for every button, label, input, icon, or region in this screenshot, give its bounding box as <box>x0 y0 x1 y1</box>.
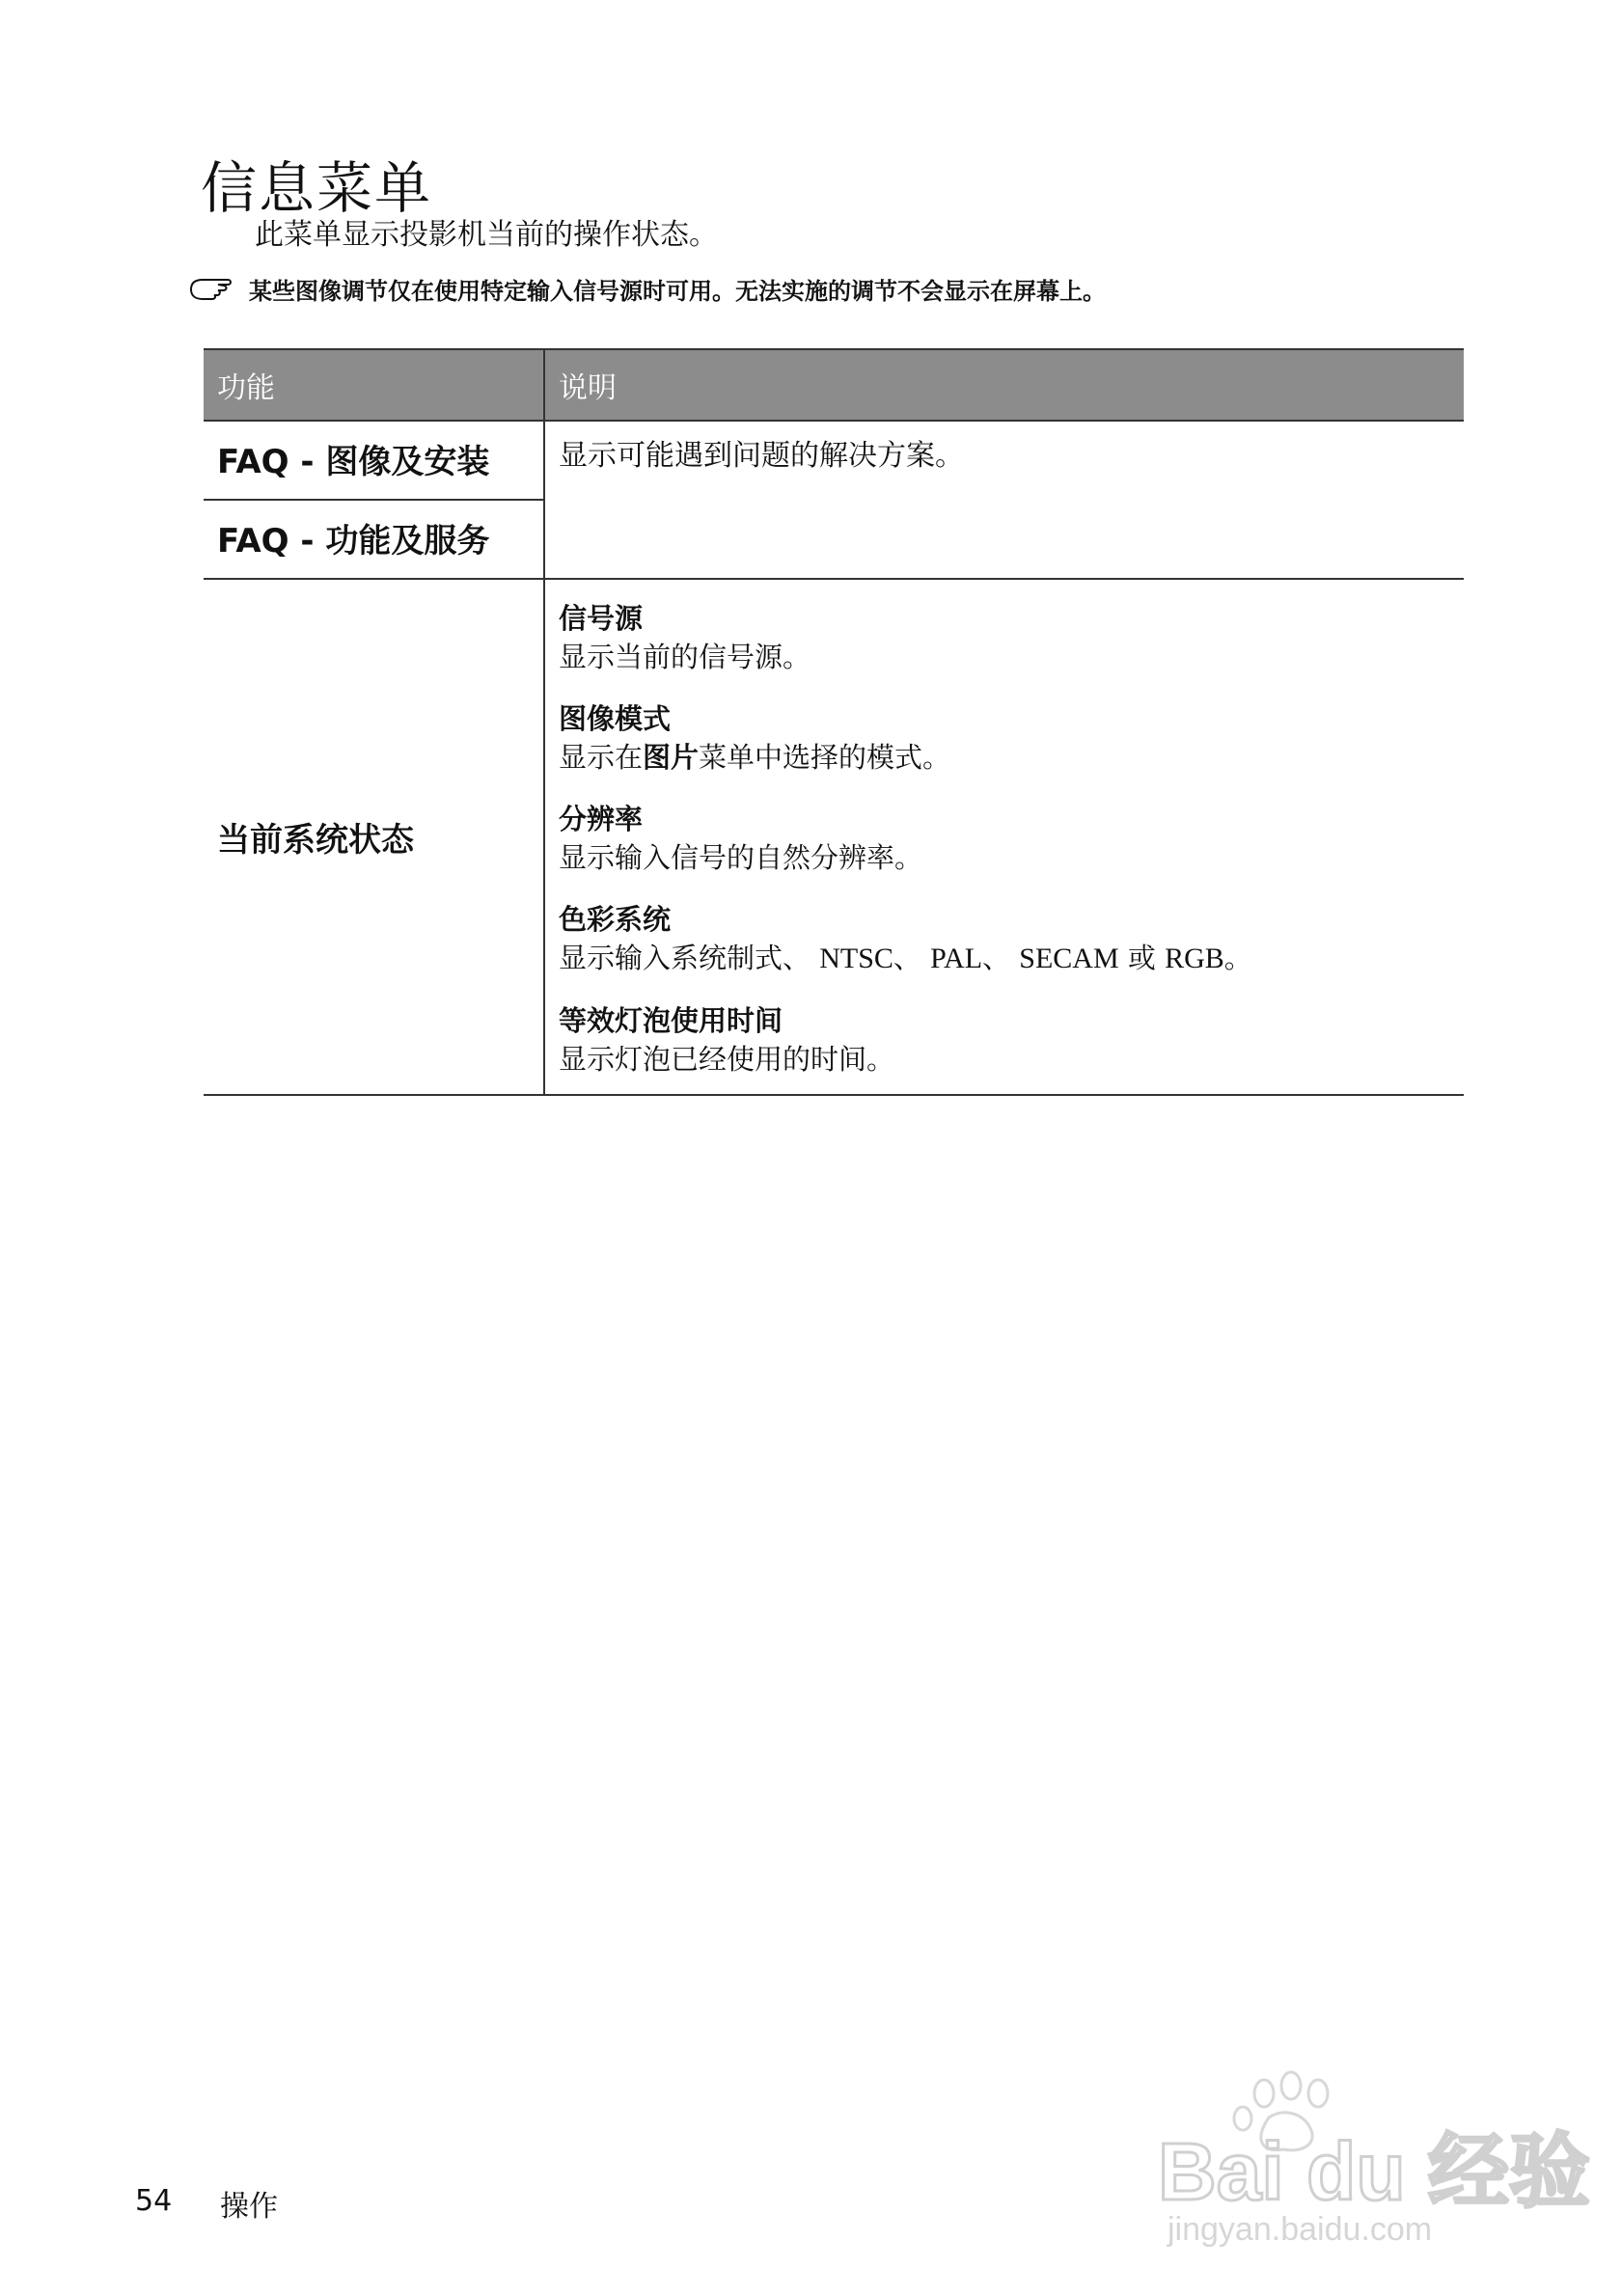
item-desc: 显示灯泡已经使用的时间。 <box>559 1043 895 1076</box>
note <box>189 272 1106 306</box>
desc-pal: PAL <box>930 943 983 974</box>
item-title: 色彩系统 <box>559 903 672 936</box>
desc-sep: 、 <box>982 942 1020 974</box>
list-item <box>559 1001 1450 1079</box>
table-row <box>204 421 1464 500</box>
faq-description: 显示可能遇到问题的解决方案。 <box>544 421 1464 579</box>
desc-text: 菜单中选择的模式。 <box>699 741 951 774</box>
status-description <box>544 579 1464 1095</box>
list-item <box>559 599 1450 676</box>
item-desc: 显示输入信号的自然分辨率。 <box>559 841 923 874</box>
desc-rgb: RGB <box>1165 943 1224 974</box>
section-label: 操作 <box>220 2190 278 2224</box>
item-desc <box>559 738 1450 777</box>
table-header-row <box>204 349 1464 421</box>
item-title: 信号源 <box>559 602 644 635</box>
watermark-url: jingyan.baidu.com <box>1168 2211 1433 2248</box>
header-function: 功能 <box>204 349 544 421</box>
header-description: 说明 <box>544 349 1464 421</box>
page-subtitle: 此菜单显示投影机当前的操作状态。 <box>255 218 718 252</box>
desc-text: 显示输入系统制式、 <box>559 942 820 974</box>
list-item <box>559 900 1450 978</box>
pointing-hand-icon <box>189 276 239 303</box>
item-desc: 显示当前的信号源。 <box>559 641 811 673</box>
faq-image-install: FAQ - 图像及安装 <box>204 421 544 500</box>
table-row <box>204 579 1464 1095</box>
item-desc <box>559 939 1450 978</box>
page-number: 54 <box>135 2184 173 2218</box>
desc-secam: SECAM <box>1019 943 1119 974</box>
watermark-brand: Bai du 经验 <box>1158 2126 1591 2217</box>
item-title: 分辨率 <box>559 803 644 835</box>
info-menu-table <box>204 348 1464 1096</box>
desc-or: 或 <box>1118 942 1166 974</box>
desc-end: 。 <box>1223 942 1252 974</box>
page-title: 信息菜单 <box>201 155 433 221</box>
item-title: 图像模式 <box>559 702 672 735</box>
desc-sep: 、 <box>893 942 931 974</box>
faq-function-service: FAQ - 功能及服务 <box>204 500 544 579</box>
baidu-watermark-logo <box>1139 2064 1591 2248</box>
desc-ntsc: NTSC <box>819 943 893 974</box>
desc-text: 显示在 <box>559 741 644 774</box>
note-text: 某些图像调节仅在使用特定输入信号源时可用。无法实施的调节不会显示在屏幕上。 <box>249 278 1106 305</box>
current-system-status: 当前系统状态 <box>204 579 544 1095</box>
item-title: 等效灯泡使用时间 <box>559 1004 783 1037</box>
desc-bold-text: 图片 <box>643 741 700 774</box>
list-item <box>559 800 1450 877</box>
list-item <box>559 699 1450 777</box>
